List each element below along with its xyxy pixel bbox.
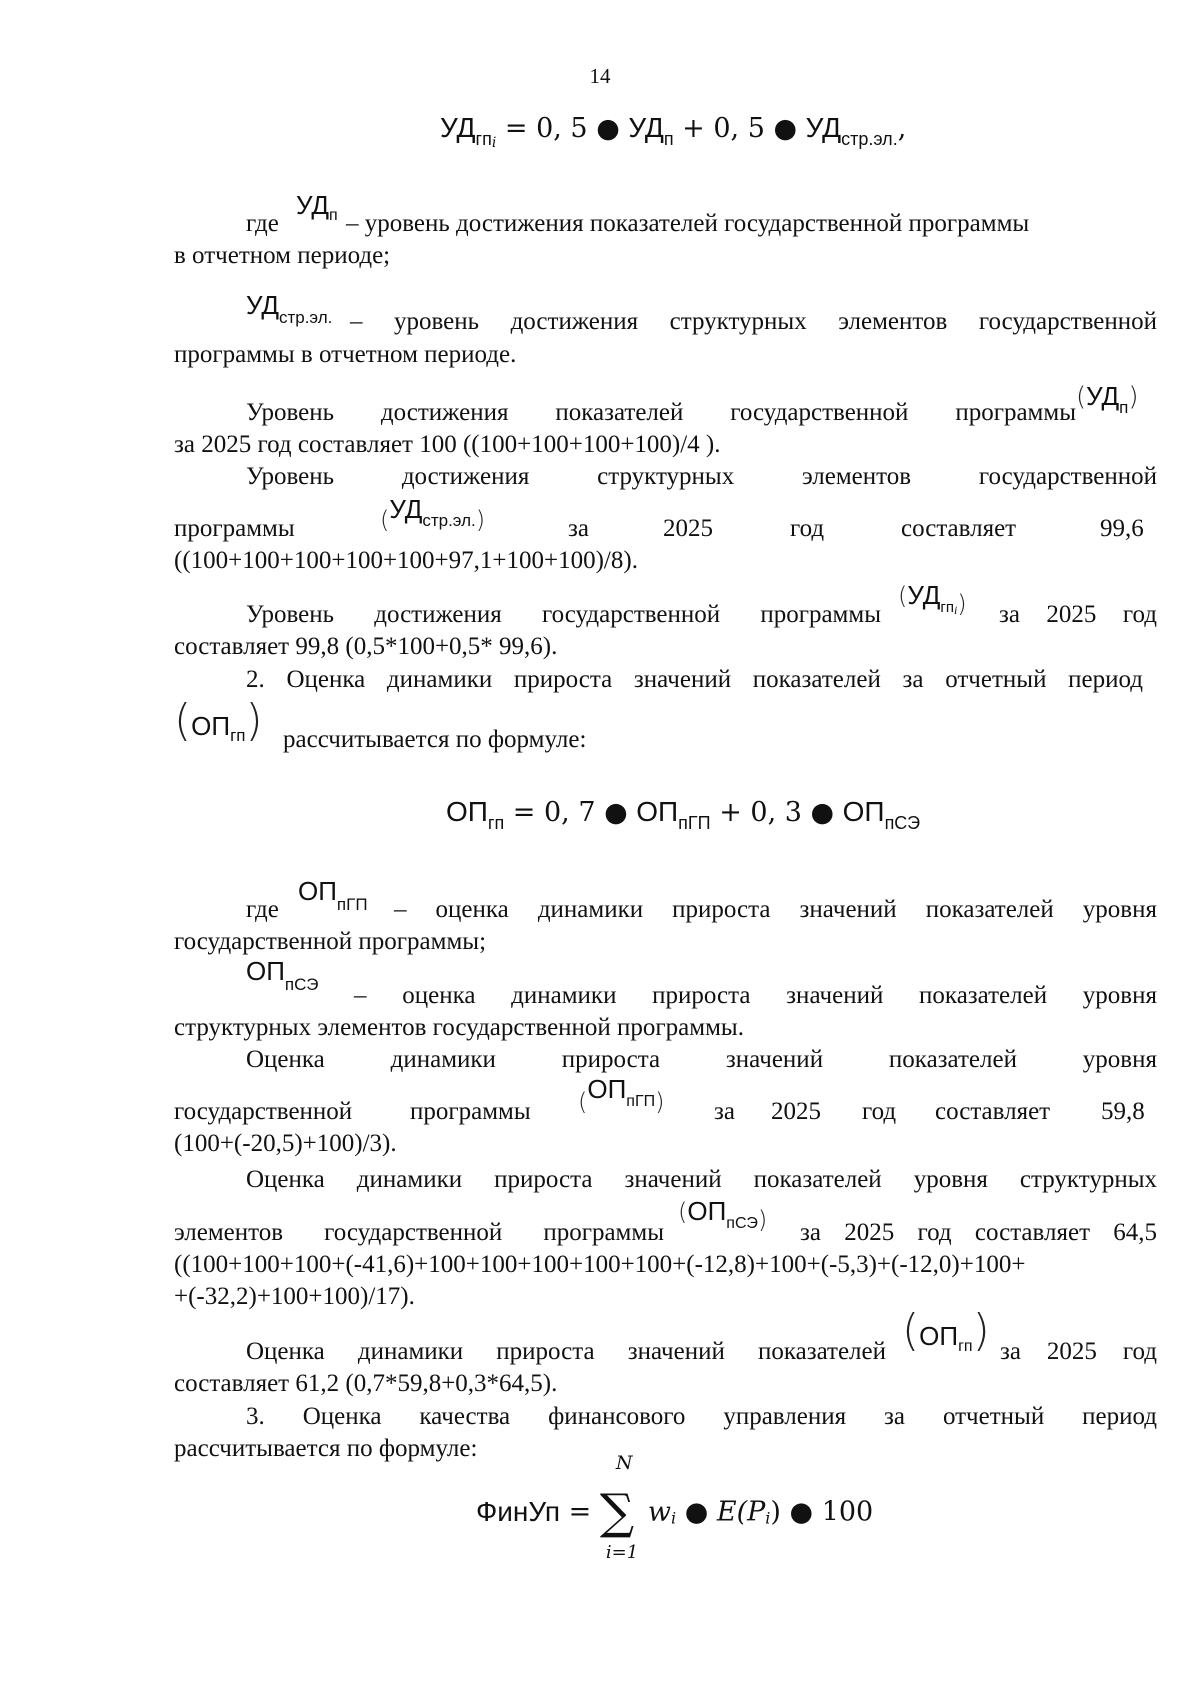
def2-text2: программы в отчетном периоде. [174, 341, 517, 368]
def2-symbol: УДстр.эл. [246, 290, 333, 327]
summation-symbol: N ∑ i=1 [599, 1452, 639, 1563]
p6-line4: +(-32,2)+100+100)/17). [174, 1283, 415, 1310]
p6-line2b: за 2025 год составляет 64,5 [800, 1219, 1157, 1246]
formula-op-gp: $ОП_{гп} = 0$, 7 ● $ОП_{пГП} + 0$, 3 ● $ОП_{пСЭ}$ [446, 796, 921, 833]
p5-w5: год [862, 1098, 897, 1125]
formula-finup: ФинУп = N ∑ i=1 wi ● E(Pi) ● 100 [476, 1452, 874, 1563]
p8-line1: 3. Оценка качества финансового управления за отчетный период [246, 1403, 1157, 1430]
def1-text1: – уровень достижения показателей государственной программы [346, 210, 1030, 237]
p2-line3: ((100+100+100+100+100+97,1+100+100)/8). [174, 547, 638, 574]
p5-w1: государственной [174, 1098, 353, 1125]
p3-line1a: Уровень достижения государственной программы [246, 601, 881, 628]
def4-text1: – оценка динамики прироста значений показателей уровня [354, 982, 1157, 1009]
p2-w6: 99,6 [1100, 515, 1144, 542]
def1-where: где [246, 210, 279, 237]
p6-line1: Оценка динамики прироста значений показателей уровня структурных [246, 1166, 1157, 1193]
def3-text1: – оценка динамики прироста значений показателей уровня [394, 896, 1157, 923]
p2-symbol: (УДстр.эл.) [380, 494, 486, 534]
p4-line2: рассчитывается по формуле: [283, 726, 587, 753]
def3-symbol: ОПпГП [298, 876, 368, 914]
p2-w3: 2025 [663, 515, 713, 542]
p5-w2: программы [410, 1098, 531, 1125]
p7-symbol: (ОПгп) [902, 1305, 990, 1356]
p5-w4: 2025 [771, 1098, 821, 1125]
def3-where: где [246, 896, 279, 923]
def2-text1: – уровень достижения структурных элементов государственной [350, 308, 1157, 335]
p7-line2: составляет 61,2 (0,7*59,8+0,3*64,5). [174, 1370, 558, 1397]
p5-w3: за [714, 1098, 735, 1125]
p3-symbol: (УДгп$_i$) [898, 580, 967, 618]
ud-symbol: УД [440, 112, 476, 143]
p5-symbol: (ОПпГП) [578, 1074, 665, 1116]
p2-w5: составляет [901, 515, 1017, 542]
p3-line2: составляет 99,8 (0,5*100+0,5* 99,6). [174, 633, 558, 660]
p5-w6: составляет [935, 1098, 1051, 1125]
def1-symbol: УДп [296, 190, 338, 224]
p2-w1: программы [174, 515, 295, 542]
p1-line1: Уровень достижения показателей государственной программы [246, 399, 1076, 426]
p3-line1b: за 2025 год [999, 601, 1157, 628]
p5-line3: (100+(-20,5)+100)/3). [174, 1130, 397, 1157]
def1-text2: в отчетном периоде; [174, 242, 391, 269]
p6-symbol: (ОПпСЭ) [678, 1196, 768, 1234]
def4-symbol: ОПпСЭ [246, 956, 319, 994]
formula-ud-gp: $УД_{гпi} = 0$, 5 ● $УД_п + 0$, 5 ● $УД_{стр.эл.}$, [440, 112, 907, 151]
page-number: 14 [589, 64, 611, 88]
p4-symbol: (ОПгп) [174, 695, 263, 746]
p1-symbol: (УДп) [1076, 381, 1139, 417]
def4-text2: структурных элементов государственной программы. [174, 1014, 744, 1041]
p5-w7: 59,8 [1101, 1098, 1145, 1125]
p4-line1: 2. Оценка динамики прироста значений показателей за отчетный период [246, 666, 1143, 693]
p8-line2: рассчитывается по формуле: [174, 1435, 478, 1462]
p7-line1b: за 2025 год [1000, 1338, 1157, 1365]
p1-line2: за 2025 год составляет 100 ((100+100+100+100)/4 ). [174, 431, 721, 458]
def3-text2: государственной программы; [174, 928, 487, 955]
p6-line3: ((100+100+100+(-41,6)+100+100+100+100+100+(-12,8)+100+(-5,3)+(-12,0)+100+ [174, 1251, 1026, 1278]
p2-line1: Уровень достижения структурных элементов государственной [246, 463, 1157, 490]
p2-w2: за [568, 515, 589, 542]
p5-line1: Оценка динамики прироста значений показателей уровня [246, 1046, 1157, 1073]
p6-line2a: элементов государственной программы [174, 1219, 664, 1246]
p7-line1a: Оценка динамики прироста значений показателей [246, 1338, 886, 1365]
p2-w4: год [790, 515, 825, 542]
